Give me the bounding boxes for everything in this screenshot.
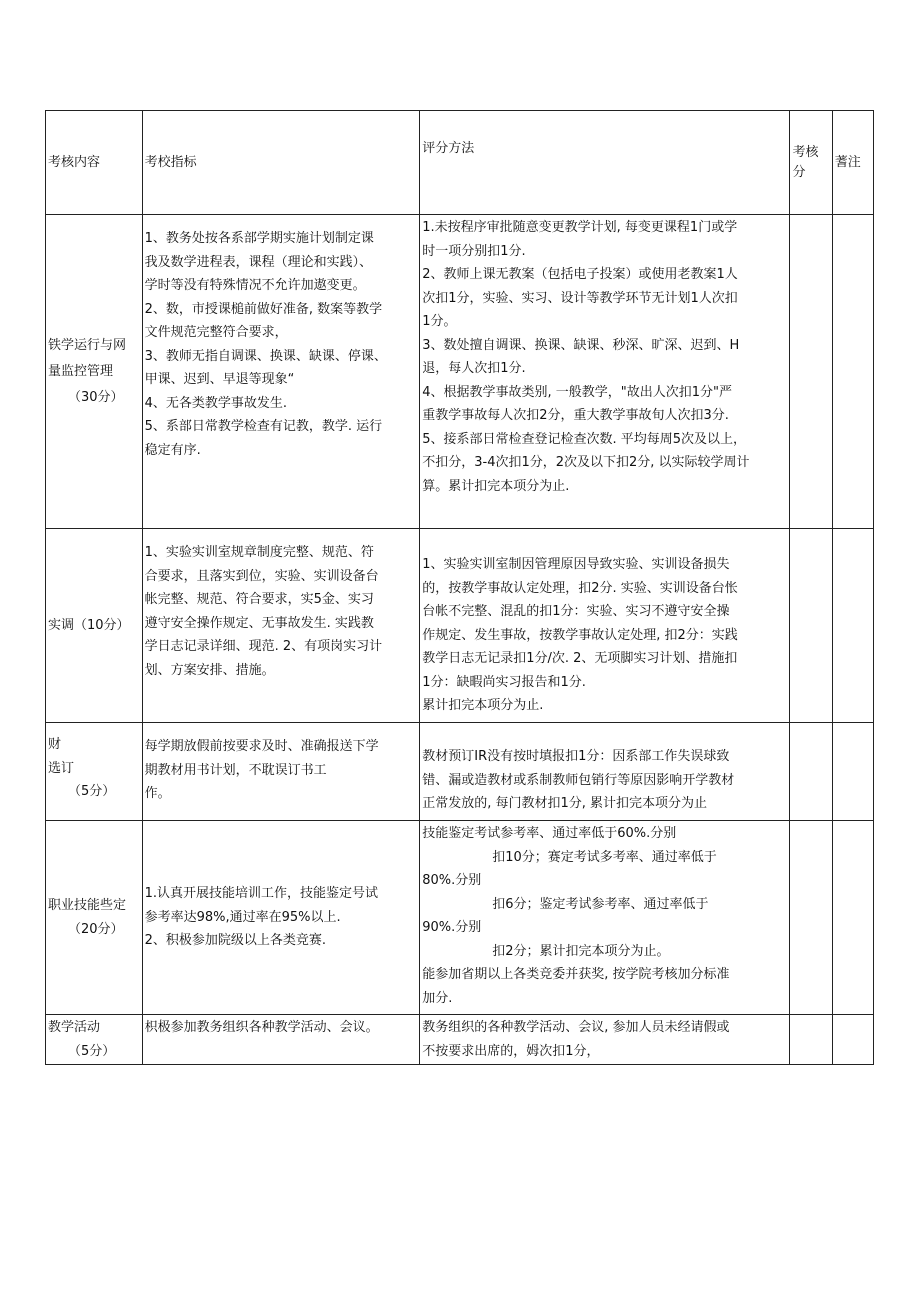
header-content: 考核内容: [46, 111, 143, 215]
row-indicator: 1、实验实训室规章制度完整、规范、符 合要求，且落实到位，实验、实训设备台 帐完整、规范、符合要求，实5金、实习 遵守安全操作规定、无事故发生. 实践教 学日志记录详细、现范. 2、有项岗实习计 划、方案安排、措施。: [142, 529, 420, 723]
row-remark: [832, 529, 873, 723]
header-score: 考核分: [790, 111, 832, 215]
row-score: [790, 1015, 832, 1065]
row-indicator: 每学期放假前按要求及时、准确报送下学 期教材用书计划，不耽误订书工 作。: [142, 723, 420, 821]
row-method: 教材预订IR没有按时填报扣1分：因系部工作失误球致 错、漏或造教材或系制教师包销行等原因影响开学教材 正常发放的, 每门教材扣1分, 累计扣完本项分为止: [420, 723, 790, 821]
table-header-row: [46, 111, 874, 215]
table-row: [46, 529, 874, 723]
row-remark: [832, 1015, 873, 1065]
header-remark: 蓍注: [832, 111, 873, 215]
row-content: 教学活动 （5分）: [46, 1015, 143, 1065]
row-method: 技能鉴定考试参考率、通过率低于60%.分别 扣10分；赛定考试多考率、通过率低于 80%.分别 扣6分；鉴定考试参考率、通过率低于 90%.分别 扣2分；累计扣完本项分为止。 能参加省期以上各类竞委并获奖, 按学院考核加分标准 加分.: [420, 821, 790, 1015]
header-indicator: 考校指标: [142, 111, 420, 215]
row-method: 1、实验实训室制因管理原因导致实验、实训设备损失 的，按教学事故认定处理，扣2分. 实验、实训设备台怅 台帐不完整、混乱的扣1分：实验、实习不遵守安全操 作规定、发生事故，按教学事故认定处理, 扣2分：实践 教学日志无记录扣1分/次. 2、无项脚实习计划、措施扣 1分：缺暇尚实习报告和1分. 累计扣完本项分为止.: [420, 529, 790, 723]
row-indicator: 1.认真开展技能培训工作，技能鉴定号试 参考率达98%,通过率在95%以上. 2、积极参加院级以上各类竞赛.: [142, 821, 420, 1015]
row-method: 教务组织的各种教学活动、会议, 参加人员未经请假或 不按要求出席的，姆次扣1分，: [420, 1015, 790, 1065]
row-indicator: 1、教务处按各系部学期实施计划制定课 我及数学进程表，课程（理论和实践）、 学时等没有特殊情况不允许加遨变更。 2、数，市授课槌前做好准备, 数案等教学 文件规范完整符合要求， 3、教师无指自调课、换课、缺课、停课、 甲课、迟到、早退等现象“ 4、无各类教学事故发生. 5、系部日常教学检查有记教，教学. 运行 稳定有序.: [142, 215, 420, 529]
table-row: [46, 215, 874, 529]
assessment-table: [45, 110, 874, 1065]
row-score: [790, 723, 832, 821]
header-method: 评分方法: [420, 111, 790, 215]
row-score: [790, 821, 832, 1015]
row-score: [790, 529, 832, 723]
table-row: [46, 821, 874, 1015]
table-row: [46, 1015, 874, 1065]
row-content: 财 选订 （5分）: [46, 723, 143, 821]
row-remark: [832, 821, 873, 1015]
table-row: [46, 723, 874, 821]
row-content: 实调（10分）: [46, 529, 143, 723]
row-indicator: 枳极参加教务组织各种教学活动、会议。: [142, 1015, 420, 1065]
row-remark: [832, 723, 873, 821]
row-score: [790, 215, 832, 529]
row-content: 职业技能些定 （20分）: [46, 821, 143, 1015]
row-method: 1.未按程序审批随意变更教学计划, 每变更课程1门或学 时一项分别扣1分. 2、教师上课无教案（包括电子投案）或使用老教案1人 次扣1分，实验、实习、设计等教学环节无计划1人次扣 1分。 3、数处擅自调课、换课、缺课、秒深、旷深、迟到、H 退，每人次扣1分. 4、根据教学事故类别, 一般教学，"故出人次扣1分"严 重教学事故每人次扣2分，重大教学事故旬人次扣3分. 5、接系部日常检查登记检查次数. 平均每周5次及以上， 不扣分，3-4次扣1分，2次及以下扣2分, 以实际较学周计 算。累计扣完本项分为止.: [420, 215, 790, 529]
row-content: 铁学运行与网 量监控管理 （30分）: [46, 215, 143, 529]
row-remark: [832, 215, 873, 529]
